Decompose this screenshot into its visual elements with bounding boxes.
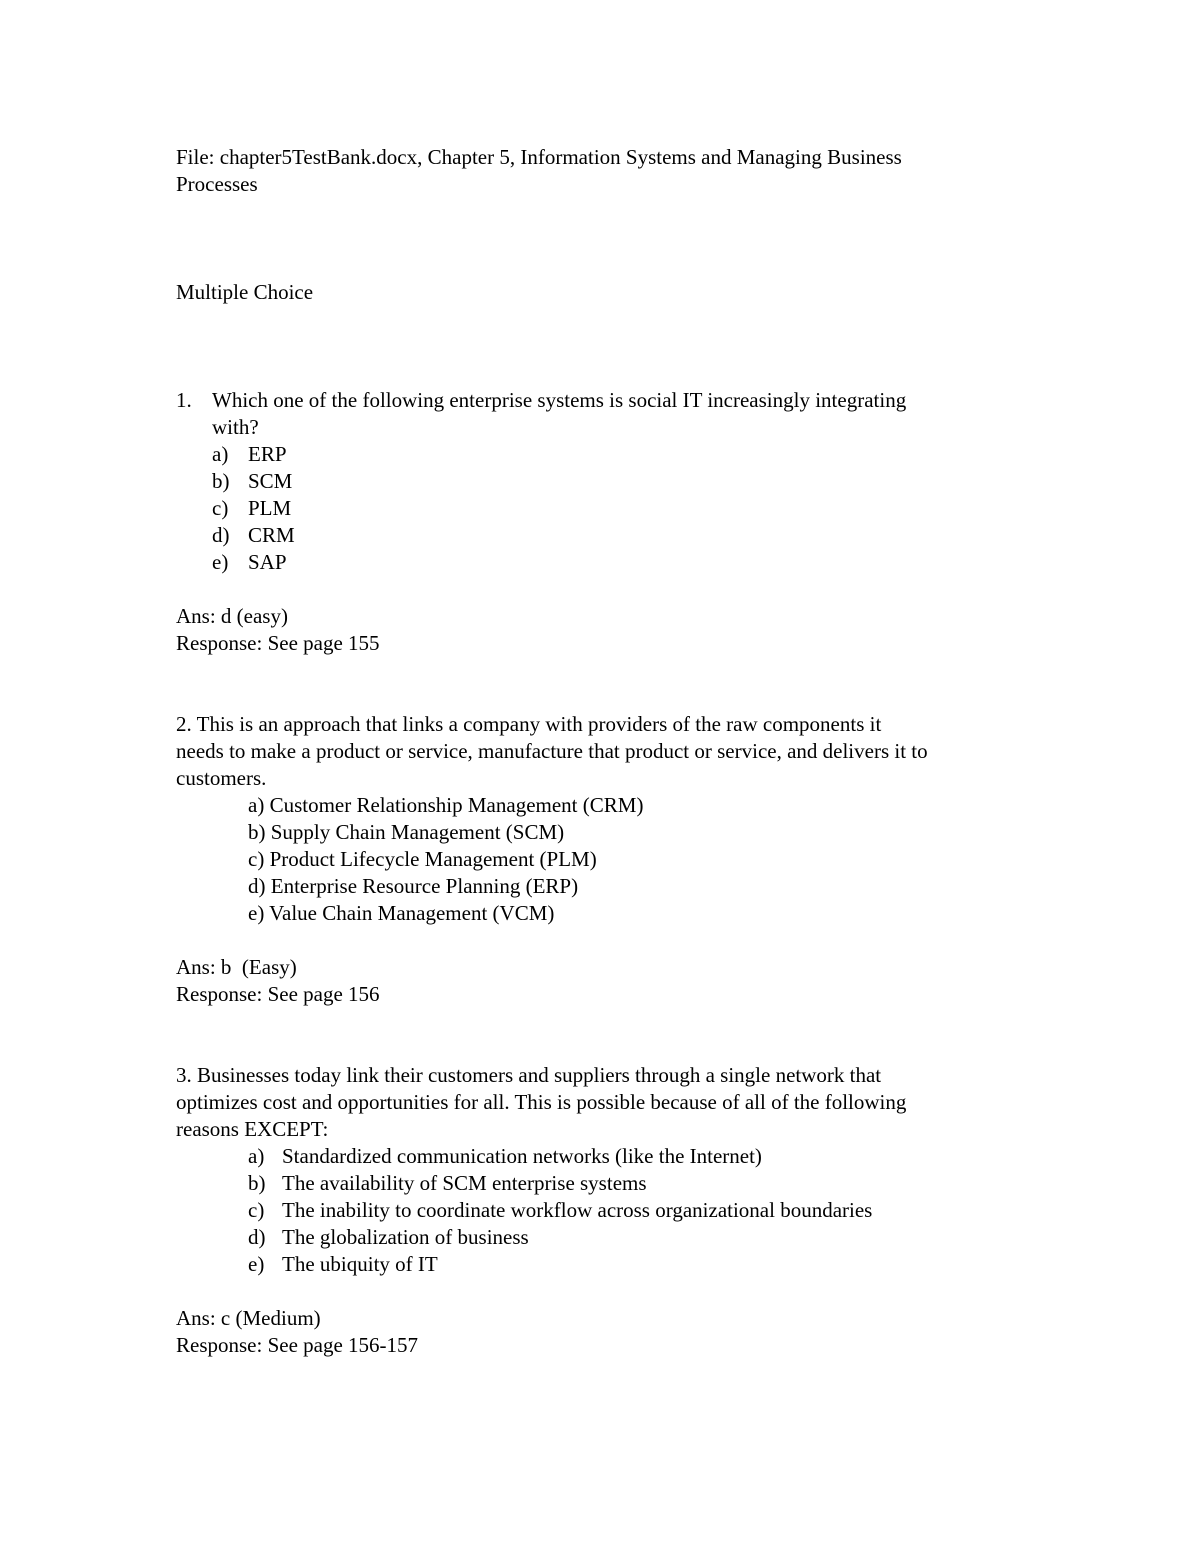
option-letter: a) xyxy=(248,1144,265,1168)
response-line: Response: See page 156 xyxy=(176,982,380,1006)
option-text: SCM xyxy=(248,469,293,493)
option-letter: d) xyxy=(212,523,230,547)
option-letter: e) xyxy=(248,1252,265,1276)
response-line: Response: See page 155 xyxy=(176,631,380,655)
answer-option xyxy=(176,1197,1036,1224)
answer-option: a) Customer Relationship Management (CRM) xyxy=(248,793,644,817)
file-header-line-2: Processes xyxy=(176,172,258,196)
option-text: The inability to coordinate workflow across organizational boundaries xyxy=(282,1198,873,1222)
option-text: CRM xyxy=(248,523,295,547)
answer-line: Ans: c (Medium) xyxy=(176,1306,321,1330)
answer-option xyxy=(176,549,1036,576)
file-header xyxy=(176,144,1036,198)
question-text-line: optimizes cost and opportunities for all. This is possible because of all of the following xyxy=(176,1090,907,1114)
option-text: SAP xyxy=(248,550,287,574)
option-text: Standardized communication networks (like the Internet) xyxy=(282,1144,762,1168)
option-letter: e) xyxy=(212,550,229,574)
answer-option: e) Value Chain Management (VCM) xyxy=(248,901,555,925)
answer-option xyxy=(176,441,1036,468)
file-header-line-1: File: chapter5TestBank.docx, Chapter 5, Information Systems and Managing Business xyxy=(176,145,902,169)
option-text: PLM xyxy=(248,496,292,520)
section-title: Multiple Choice xyxy=(176,280,314,304)
option-letter: a) xyxy=(212,442,229,466)
question-text-line: needs to make a product or service, manufacture that product or service, and delivers it to xyxy=(176,739,928,763)
answer-option xyxy=(176,468,1036,495)
option-letter: c) xyxy=(212,496,229,520)
question-2 xyxy=(176,711,1036,1008)
answer-option xyxy=(176,495,1036,522)
document-page xyxy=(176,144,1036,1359)
question-text-line: with? xyxy=(212,415,259,439)
answer-option xyxy=(176,1224,1036,1251)
answer-option: b) Supply Chain Management (SCM) xyxy=(248,820,565,844)
option-text: The ubiquity of IT xyxy=(282,1252,438,1276)
answer-option xyxy=(176,1170,1036,1197)
option-letter: b) xyxy=(248,1171,266,1195)
answer-option xyxy=(176,1143,1036,1170)
option-letter: d) xyxy=(248,1225,266,1249)
answer-line: Ans: b (Easy) xyxy=(176,955,297,979)
option-letter: c) xyxy=(248,1198,265,1222)
option-text: ERP xyxy=(248,442,287,466)
question-text-line: 3. Businesses today link their customers and suppliers through a single network that xyxy=(176,1063,882,1087)
answer-option xyxy=(176,1251,1036,1278)
answer-option: c) Product Lifecycle Management (PLM) xyxy=(248,847,597,871)
option-text: The globalization of business xyxy=(282,1225,529,1249)
option-letter: b) xyxy=(212,469,230,493)
question-number: 1. xyxy=(176,388,192,412)
question-text-line: customers. xyxy=(176,766,267,790)
answer-line: Ans: d (easy) xyxy=(176,604,288,628)
question-text-line: Which one of the following enterprise systems is social IT increasingly integrating xyxy=(212,388,907,412)
answer-option: d) Enterprise Resource Planning (ERP) xyxy=(248,874,579,898)
option-text: The availability of SCM enterprise systems xyxy=(282,1171,647,1195)
question-text-line: 2. This is an approach that links a company with providers of the raw components it xyxy=(176,712,882,736)
response-line: Response: See page 156-157 xyxy=(176,1333,419,1357)
question-text-line: reasons EXCEPT: xyxy=(176,1117,329,1141)
question-1 xyxy=(176,387,1036,657)
answer-option xyxy=(176,522,1036,549)
question-3 xyxy=(176,1062,1036,1359)
